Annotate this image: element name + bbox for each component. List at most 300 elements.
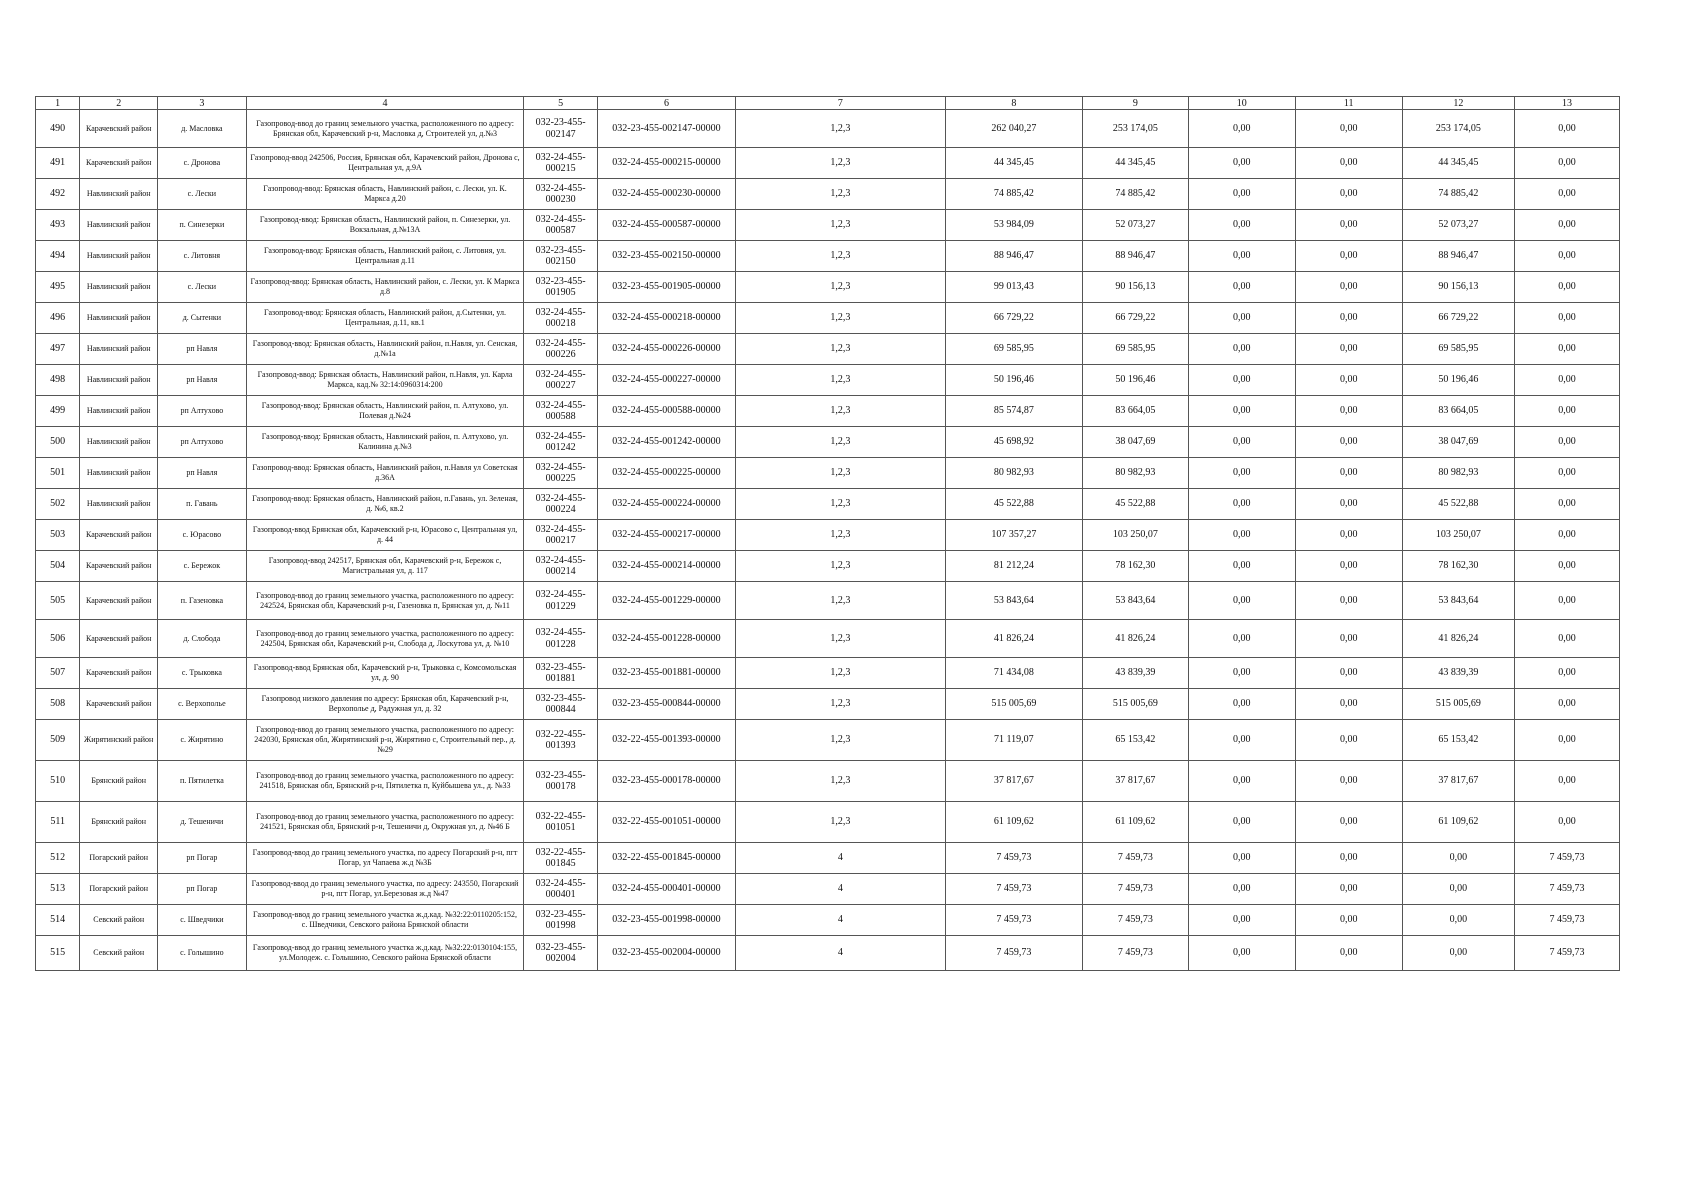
value-col13: 0,00 <box>1515 272 1620 303</box>
object-description: Газопровод-ввод: Брянская область, Навлинский район, п.Гавань, ул. Зеленая, д. №6, кв.2 <box>246 489 524 520</box>
table-row <box>36 520 1620 551</box>
column-header-10: 10 <box>1188 97 1295 110</box>
value-col11: 0,00 <box>1295 458 1402 489</box>
value-col12: 103 250,07 <box>1402 520 1514 551</box>
value-col8: 515 005,69 <box>945 689 1082 720</box>
settlement: с. Трыковка <box>158 658 247 689</box>
settlement: п. Пятилетка <box>158 761 247 802</box>
column-header-6: 6 <box>597 97 735 110</box>
category: 1,2,3 <box>736 148 946 179</box>
object-description: Газопровод-ввод: Брянская область, Навлинский район, п. Синезерки, ул. Вокзальная, д.№13А <box>246 210 524 241</box>
district: Навлинский район <box>80 303 158 334</box>
value-col9: 78 162,30 <box>1082 551 1188 582</box>
value-col9: 41 826,24 <box>1082 620 1188 658</box>
table-row <box>36 365 1620 396</box>
district: Карачевский район <box>80 551 158 582</box>
district: Карачевский район <box>80 520 158 551</box>
object-code: 032-24-455-000588-00000 <box>597 396 735 427</box>
district: Карачевский район <box>80 658 158 689</box>
table-row <box>36 905 1620 936</box>
district: Карачевский район <box>80 582 158 620</box>
value-col13: 0,00 <box>1515 396 1620 427</box>
district: Брянский район <box>80 802 158 843</box>
value-col13: 0,00 <box>1515 761 1620 802</box>
row-number: 512 <box>36 843 80 874</box>
column-header-5: 5 <box>524 97 597 110</box>
value-col11: 0,00 <box>1295 303 1402 334</box>
value-col10: 0,00 <box>1188 241 1295 272</box>
value-col8: 66 729,22 <box>945 303 1082 334</box>
district: Карачевский район <box>80 110 158 148</box>
settlement: рп Алтухово <box>158 427 247 458</box>
value-col12: 0,00 <box>1402 905 1514 936</box>
value-col8: 37 817,67 <box>945 761 1082 802</box>
value-col8: 61 109,62 <box>945 802 1082 843</box>
value-col13: 0,00 <box>1515 210 1620 241</box>
inventory-number: 032-24-455-000214 <box>524 551 597 582</box>
value-col9: 74 885,42 <box>1082 179 1188 210</box>
data-table <box>35 96 1620 971</box>
category: 1,2,3 <box>736 761 946 802</box>
value-col9: 38 047,69 <box>1082 427 1188 458</box>
value-col10: 0,00 <box>1188 179 1295 210</box>
row-number: 497 <box>36 334 80 365</box>
category: 1,2,3 <box>736 689 946 720</box>
row-number: 509 <box>36 720 80 761</box>
object-description: Газопровод-ввод до границ земельного участка, расположенного по адресу: 242504, Брянская обл, Карачевский р-н, Слобода д, Лоскутова ул, д. №10 <box>246 620 524 658</box>
district: Навлинский район <box>80 241 158 272</box>
value-col13: 0,00 <box>1515 427 1620 458</box>
category: 1,2,3 <box>736 582 946 620</box>
category: 1,2,3 <box>736 210 946 241</box>
category: 4 <box>736 936 946 971</box>
value-col13: 7 459,73 <box>1515 936 1620 971</box>
value-col10: 0,00 <box>1188 334 1295 365</box>
value-col8: 45 522,88 <box>945 489 1082 520</box>
value-col11: 0,00 <box>1295 210 1402 241</box>
value-col13: 0,00 <box>1515 458 1620 489</box>
object-description: Газопровод-ввод Брянская обл, Карачевский р-н, Юрасово с, Центральная ул, д. 44 <box>246 520 524 551</box>
value-col11: 0,00 <box>1295 272 1402 303</box>
value-col11: 0,00 <box>1295 689 1402 720</box>
column-header-2: 2 <box>80 97 158 110</box>
table-row <box>36 874 1620 905</box>
category: 4 <box>736 905 946 936</box>
inventory-number: 032-23-455-000178 <box>524 761 597 802</box>
column-header-4: 4 <box>246 97 524 110</box>
value-col13: 7 459,73 <box>1515 874 1620 905</box>
value-col12: 515 005,69 <box>1402 689 1514 720</box>
value-col9: 53 843,64 <box>1082 582 1188 620</box>
value-col10: 0,00 <box>1188 551 1295 582</box>
table-row <box>36 427 1620 458</box>
object-code: 032-24-455-000214-00000 <box>597 551 735 582</box>
district: Навлинский район <box>80 210 158 241</box>
object-code: 032-23-455-001905-00000 <box>597 272 735 303</box>
value-col12: 50 196,46 <box>1402 365 1514 396</box>
district: Севский район <box>80 905 158 936</box>
settlement: п. Синезерки <box>158 210 247 241</box>
row-number: 492 <box>36 179 80 210</box>
category: 4 <box>736 843 946 874</box>
row-number: 495 <box>36 272 80 303</box>
object-code: 032-23-455-001998-00000 <box>597 905 735 936</box>
object-code: 032-24-455-000227-00000 <box>597 365 735 396</box>
row-number: 506 <box>36 620 80 658</box>
value-col9: 83 664,05 <box>1082 396 1188 427</box>
value-col13: 0,00 <box>1515 802 1620 843</box>
value-col8: 85 574,87 <box>945 396 1082 427</box>
row-number: 514 <box>36 905 80 936</box>
inventory-number: 032-23-455-002147 <box>524 110 597 148</box>
object-code: 032-23-455-001881-00000 <box>597 658 735 689</box>
district: Навлинский район <box>80 179 158 210</box>
settlement: с. Дронова <box>158 148 247 179</box>
value-col12: 0,00 <box>1402 936 1514 971</box>
inventory-number: 032-22-455-001393 <box>524 720 597 761</box>
category: 1,2,3 <box>736 620 946 658</box>
district: Навлинский район <box>80 427 158 458</box>
value-col10: 0,00 <box>1188 489 1295 520</box>
table-row <box>36 303 1620 334</box>
settlement: с. Лески <box>158 272 247 303</box>
inventory-number: 032-24-455-000225 <box>524 458 597 489</box>
value-col10: 0,00 <box>1188 396 1295 427</box>
category: 1,2,3 <box>736 334 946 365</box>
category: 1,2,3 <box>736 179 946 210</box>
inventory-number: 032-23-455-001881 <box>524 658 597 689</box>
value-col9: 253 174,05 <box>1082 110 1188 148</box>
column-header-13: 13 <box>1515 97 1620 110</box>
object-code: 032-24-455-000218-00000 <box>597 303 735 334</box>
object-code: 032-24-455-000215-00000 <box>597 148 735 179</box>
settlement: с. Лески <box>158 179 247 210</box>
object-description: Газопровод-ввод до границ земельного участка, расположенного по адресу: 242524, Брянская обл, Карачевский р-н, Газеновка п, Брянская ул, д. №11 <box>246 582 524 620</box>
object-code: 032-23-455-002004-00000 <box>597 936 735 971</box>
value-col9: 88 946,47 <box>1082 241 1188 272</box>
settlement: с. Жирятино <box>158 720 247 761</box>
row-number: 515 <box>36 936 80 971</box>
value-col12: 65 153,42 <box>1402 720 1514 761</box>
inventory-number: 032-24-455-001242 <box>524 427 597 458</box>
object-code: 032-24-455-001242-00000 <box>597 427 735 458</box>
value-col10: 0,00 <box>1188 843 1295 874</box>
value-col11: 0,00 <box>1295 396 1402 427</box>
value-col12: 53 843,64 <box>1402 582 1514 620</box>
object-code: 032-24-455-001228-00000 <box>597 620 735 658</box>
object-code: 032-24-455-000225-00000 <box>597 458 735 489</box>
category: 1,2,3 <box>736 272 946 303</box>
object-code: 032-23-455-000178-00000 <box>597 761 735 802</box>
category: 1,2,3 <box>736 551 946 582</box>
table-row <box>36 179 1620 210</box>
value-col9: 80 982,93 <box>1082 458 1188 489</box>
inventory-number: 032-24-455-001228 <box>524 620 597 658</box>
value-col12: 61 109,62 <box>1402 802 1514 843</box>
category: 1,2,3 <box>736 303 946 334</box>
value-col13: 0,00 <box>1515 620 1620 658</box>
settlement: рп Погар <box>158 874 247 905</box>
value-col10: 0,00 <box>1188 110 1295 148</box>
value-col10: 0,00 <box>1188 427 1295 458</box>
inventory-number: 032-22-455-001845 <box>524 843 597 874</box>
value-col8: 80 982,93 <box>945 458 1082 489</box>
inventory-number: 032-23-455-000844 <box>524 689 597 720</box>
settlement: с. Верхополье <box>158 689 247 720</box>
table-row <box>36 334 1620 365</box>
value-col12: 90 156,13 <box>1402 272 1514 303</box>
row-number: 505 <box>36 582 80 620</box>
value-col11: 0,00 <box>1295 802 1402 843</box>
column-header-7: 7 <box>736 97 946 110</box>
value-col12: 37 817,67 <box>1402 761 1514 802</box>
object-code: 032-22-455-001051-00000 <box>597 802 735 843</box>
object-description: Газопровод-ввод до границ земельного участка, расположенного по адресу: 242030, Брянская обл, Жирятинский р-н, Жирятино с, Строительный пер., д. №29 <box>246 720 524 761</box>
value-col8: 41 826,24 <box>945 620 1082 658</box>
object-description: Газопровод-ввод до границ земельного участка, расположенного по адресу: 241521, Брянская обл, Брянский р-н, Тешеничи д, Окружная ул, д. №46 Б <box>246 802 524 843</box>
table-row <box>36 843 1620 874</box>
object-code: 032-24-455-001229-00000 <box>597 582 735 620</box>
value-col11: 0,00 <box>1295 761 1402 802</box>
category: 1,2,3 <box>736 489 946 520</box>
inventory-number: 032-23-455-002150 <box>524 241 597 272</box>
inventory-number: 032-24-455-000224 <box>524 489 597 520</box>
object-code: 032-23-455-002147-00000 <box>597 110 735 148</box>
value-col10: 0,00 <box>1188 905 1295 936</box>
value-col11: 0,00 <box>1295 658 1402 689</box>
value-col12: 66 729,22 <box>1402 303 1514 334</box>
value-col9: 44 345,45 <box>1082 148 1188 179</box>
object-description: Газопровод-ввод: Брянская область, Навлинский район, п.Навля, ул. Сенская, д.№1а <box>246 334 524 365</box>
object-description: Газопровод-ввод до границ земельного участка ж.д.кад. №32:22:0130104:155, ул.Молодеж. с. Голышино, Севского района Брянской области <box>246 936 524 971</box>
row-number: 493 <box>36 210 80 241</box>
inventory-number: 032-23-455-001998 <box>524 905 597 936</box>
value-col11: 0,00 <box>1295 720 1402 761</box>
value-col11: 0,00 <box>1295 843 1402 874</box>
settlement: с. Шведчики <box>158 905 247 936</box>
object-description: Газопровод-ввод: Брянская область, Навлинский район, п. Алтухово, ул. Калинина д.№3 <box>246 427 524 458</box>
value-col12: 88 946,47 <box>1402 241 1514 272</box>
object-description: Газопровод-ввод: Брянская область, Навлинский район, п.Навля ул Советская д.36А <box>246 458 524 489</box>
column-header-12: 12 <box>1402 97 1514 110</box>
category: 1,2,3 <box>736 658 946 689</box>
settlement: с. Литовня <box>158 241 247 272</box>
value-col9: 50 196,46 <box>1082 365 1188 396</box>
category: 1,2,3 <box>736 241 946 272</box>
value-col11: 0,00 <box>1295 489 1402 520</box>
object-description: Газопровод-ввод до границ земельного участка ж.д.кад. №32:22:0110205:152, с. Шведчики, Севского района Брянской области <box>246 905 524 936</box>
object-description: Газопровод-ввод до границ земельного участка, расположенного по адресу: Брянская обл, Карачевский р-н, Масловка д, Строителей ул, д.№3 <box>246 110 524 148</box>
column-header-9: 9 <box>1082 97 1188 110</box>
value-col13: 0,00 <box>1515 551 1620 582</box>
row-number: 498 <box>36 365 80 396</box>
object-description: Газопровод-ввод: Брянская область, Навлинский район, п.Навля, ул. Карла Маркса, кад.№ 32:14:0960314:200 <box>246 365 524 396</box>
value-col9: 37 817,67 <box>1082 761 1188 802</box>
value-col8: 107 357,27 <box>945 520 1082 551</box>
value-col9: 43 839,39 <box>1082 658 1188 689</box>
table-row <box>36 582 1620 620</box>
table-row <box>36 148 1620 179</box>
value-col8: 71 434,08 <box>945 658 1082 689</box>
object-description: Газопровод-ввод Брянская обл, Карачевский р-н, Трыковка с, Комсомольская ул, д. 90 <box>246 658 524 689</box>
settlement: с. Бережок <box>158 551 247 582</box>
value-col13: 0,00 <box>1515 110 1620 148</box>
object-description: Газопровод низкого давления по адресу: Брянская обл, Карачевский р-н, Верхополье д, Радужная ул, д. 32 <box>246 689 524 720</box>
value-col11: 0,00 <box>1295 334 1402 365</box>
table-row <box>36 110 1620 148</box>
value-col8: 88 946,47 <box>945 241 1082 272</box>
inventory-number: 032-22-455-001051 <box>524 802 597 843</box>
value-col9: 90 156,13 <box>1082 272 1188 303</box>
settlement: рп Навля <box>158 458 247 489</box>
row-number: 490 <box>36 110 80 148</box>
object-description: Газопровод-ввод: Брянская область, Навлинский район, п. Алтухово, ул. Полевая д.№24 <box>246 396 524 427</box>
inventory-number: 032-24-455-000587 <box>524 210 597 241</box>
value-col13: 0,00 <box>1515 658 1620 689</box>
object-description: Газопровод-ввод: Брянская область, Навлинский район, д.Сытенки, ул. Центральная, д.11, кв.1 <box>246 303 524 334</box>
row-number: 504 <box>36 551 80 582</box>
category: 1,2,3 <box>736 396 946 427</box>
value-col9: 515 005,69 <box>1082 689 1188 720</box>
object-description: Газопровод-ввод до границ земельного участка, расположенного по адресу: 241518, Брянская обл, Брянский р-н, Пятилетка п, Куйбышева ул., д. №33 <box>246 761 524 802</box>
value-col12: 41 826,24 <box>1402 620 1514 658</box>
value-col13: 0,00 <box>1515 365 1620 396</box>
inventory-number: 032-24-455-000226 <box>524 334 597 365</box>
value-col11: 0,00 <box>1295 110 1402 148</box>
value-col11: 0,00 <box>1295 241 1402 272</box>
table-row <box>36 241 1620 272</box>
row-number: 499 <box>36 396 80 427</box>
value-col12: 253 174,05 <box>1402 110 1514 148</box>
value-col9: 7 459,73 <box>1082 874 1188 905</box>
inventory-number: 032-24-455-000217 <box>524 520 597 551</box>
value-col8: 74 885,42 <box>945 179 1082 210</box>
value-col8: 69 585,95 <box>945 334 1082 365</box>
value-col8: 50 196,46 <box>945 365 1082 396</box>
value-col8: 53 843,64 <box>945 582 1082 620</box>
settlement: рп Погар <box>158 843 247 874</box>
value-col10: 0,00 <box>1188 210 1295 241</box>
value-col13: 0,00 <box>1515 489 1620 520</box>
table-row <box>36 551 1620 582</box>
value-col11: 0,00 <box>1295 427 1402 458</box>
value-col9: 61 109,62 <box>1082 802 1188 843</box>
row-number: 494 <box>36 241 80 272</box>
category: 1,2,3 <box>736 802 946 843</box>
settlement: рп Навля <box>158 365 247 396</box>
district: Навлинский район <box>80 334 158 365</box>
value-col13: 0,00 <box>1515 148 1620 179</box>
district: Навлинский район <box>80 458 158 489</box>
table-row <box>36 458 1620 489</box>
object-code: 032-24-455-000217-00000 <box>597 520 735 551</box>
value-col8: 53 984,09 <box>945 210 1082 241</box>
value-col11: 0,00 <box>1295 520 1402 551</box>
object-description: Газопровод-ввод до границ земельного участка, по адресу: 243550, Погарский р-н, пгт Погар, ул.Березовая ж.д №47 <box>246 874 524 905</box>
column-header-3: 3 <box>158 97 247 110</box>
district: Навлинский район <box>80 365 158 396</box>
value-col9: 7 459,73 <box>1082 936 1188 971</box>
value-col13: 0,00 <box>1515 720 1620 761</box>
value-col11: 0,00 <box>1295 551 1402 582</box>
value-col12: 44 345,45 <box>1402 148 1514 179</box>
district: Карачевский район <box>80 148 158 179</box>
value-col11: 0,00 <box>1295 582 1402 620</box>
settlement: д. Тешеничи <box>158 802 247 843</box>
row-number: 503 <box>36 520 80 551</box>
row-number: 507 <box>36 658 80 689</box>
object-code: 032-24-455-000226-00000 <box>597 334 735 365</box>
table-row <box>36 489 1620 520</box>
value-col10: 0,00 <box>1188 458 1295 489</box>
value-col11: 0,00 <box>1295 179 1402 210</box>
row-number: 491 <box>36 148 80 179</box>
category: 1,2,3 <box>736 520 946 551</box>
inventory-number: 032-24-455-000215 <box>524 148 597 179</box>
value-col10: 0,00 <box>1188 761 1295 802</box>
district: Карачевский район <box>80 689 158 720</box>
value-col10: 0,00 <box>1188 802 1295 843</box>
value-col8: 45 698,92 <box>945 427 1082 458</box>
settlement: рп Алтухово <box>158 396 247 427</box>
row-number: 511 <box>36 802 80 843</box>
value-col10: 0,00 <box>1188 620 1295 658</box>
value-col10: 0,00 <box>1188 303 1295 334</box>
district: Навлинский район <box>80 489 158 520</box>
row-number: 500 <box>36 427 80 458</box>
settlement: с. Голышино <box>158 936 247 971</box>
column-header-8: 8 <box>945 97 1082 110</box>
value-col8: 7 459,73 <box>945 843 1082 874</box>
value-col13: 0,00 <box>1515 241 1620 272</box>
row-number: 496 <box>36 303 80 334</box>
value-col12: 69 585,95 <box>1402 334 1514 365</box>
district: Жирятинский район <box>80 720 158 761</box>
value-col13: 0,00 <box>1515 179 1620 210</box>
value-col11: 0,00 <box>1295 905 1402 936</box>
value-col13: 7 459,73 <box>1515 843 1620 874</box>
district: Брянский район <box>80 761 158 802</box>
object-description: Газопровод-ввод до границ земельного участка, по адресу Погарский р-н, пгт Погар, ул Чапаева ж.д №3Б <box>246 843 524 874</box>
category: 1,2,3 <box>736 720 946 761</box>
district: Навлинский район <box>80 396 158 427</box>
value-col12: 0,00 <box>1402 874 1514 905</box>
settlement: рп Навля <box>158 334 247 365</box>
district: Карачевский район <box>80 620 158 658</box>
row-number: 502 <box>36 489 80 520</box>
category: 1,2,3 <box>736 458 946 489</box>
value-col13: 0,00 <box>1515 582 1620 620</box>
object-code: 032-23-455-000844-00000 <box>597 689 735 720</box>
value-col12: 45 522,88 <box>1402 489 1514 520</box>
value-col12: 38 047,69 <box>1402 427 1514 458</box>
value-col10: 0,00 <box>1188 689 1295 720</box>
settlement: д. Сытенки <box>158 303 247 334</box>
table-row <box>36 210 1620 241</box>
row-number: 513 <box>36 874 80 905</box>
object-description: Газопровод-ввод: Брянская область, Навлинский район, с. Лески, ул. К Маркса д.8 <box>246 272 524 303</box>
table-row <box>36 689 1620 720</box>
value-col9: 45 522,88 <box>1082 489 1188 520</box>
value-col12: 52 073,27 <box>1402 210 1514 241</box>
value-col9: 103 250,07 <box>1082 520 1188 551</box>
value-col9: 69 585,95 <box>1082 334 1188 365</box>
value-col8: 99 013,43 <box>945 272 1082 303</box>
table-row <box>36 936 1620 971</box>
inventory-number: 032-23-455-002004 <box>524 936 597 971</box>
value-col10: 0,00 <box>1188 936 1295 971</box>
settlement: с. Юрасово <box>158 520 247 551</box>
